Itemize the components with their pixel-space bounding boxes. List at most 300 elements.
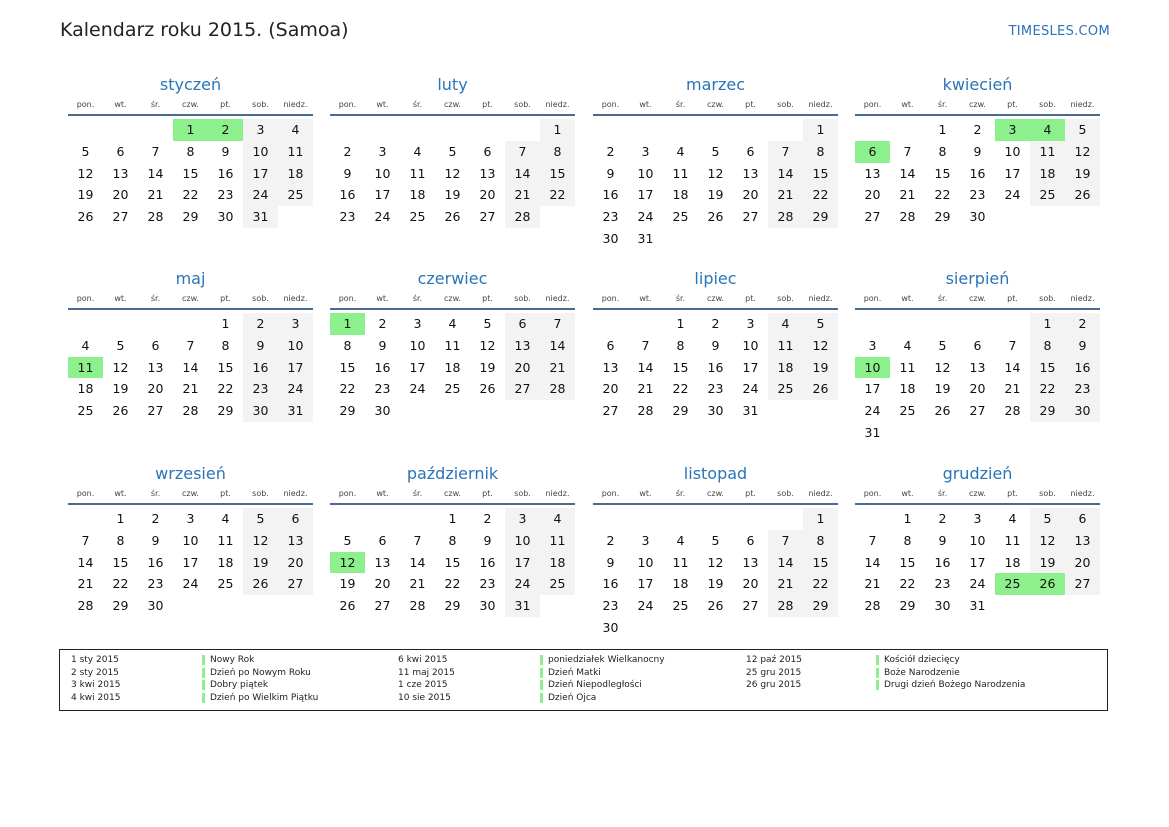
day-cell[interactable]: 24 <box>864 403 881 418</box>
day-cell[interactable]: 17 <box>1004 165 1021 181</box>
day-cell[interactable]: 17 <box>278 357 313 379</box>
day-cell[interactable]: 26 <box>1065 184 1100 206</box>
day-cell[interactable]: 21 <box>147 187 164 203</box>
day-cell[interactable]: 4 <box>676 143 685 159</box>
day-cell[interactable]: 18 <box>672 576 689 592</box>
day-cell[interactable]: 12 <box>444 165 461 181</box>
day-cell[interactable]: 20 <box>1065 552 1100 574</box>
day-cell[interactable]: 23 <box>374 381 391 397</box>
day-cell[interactable]: 28 <box>77 598 94 613</box>
day-cell[interactable]: 25 <box>444 381 461 397</box>
day-cell[interactable]: 21 <box>1004 381 1021 397</box>
day-cell[interactable]: 22 <box>540 184 575 206</box>
day-cell[interactable]: 29 <box>803 595 838 617</box>
day-cell[interactable]: 2 <box>343 143 352 159</box>
day-cell[interactable]: 30 <box>1065 400 1100 422</box>
day-cell[interactable]: 22 <box>899 576 916 592</box>
day-cell[interactable]: 28 <box>147 209 164 224</box>
day-cell[interactable]: 19 <box>1030 552 1065 574</box>
day-cell[interactable]: 14 <box>637 359 654 375</box>
day-cell[interactable]: 7 <box>81 532 90 548</box>
day-cell[interactable]: 21 <box>637 381 654 397</box>
day-cell[interactable]: 16 <box>707 359 724 375</box>
day-cell[interactable]: 2 <box>483 511 492 526</box>
day-cell[interactable]: 3 <box>378 143 387 159</box>
day-cell[interactable]: 1 <box>221 316 230 331</box>
day-cell[interactable]: 27 <box>742 209 759 224</box>
day-cell[interactable]: 14 <box>147 165 164 181</box>
day-cell[interactable]: 6 <box>746 143 755 159</box>
day-cell[interactable]: 8 <box>186 143 195 159</box>
day-cell[interactable]: 21 <box>768 573 803 595</box>
day-cell[interactable]: 29 <box>444 598 461 613</box>
day-cell[interactable]: 4 <box>278 119 313 141</box>
day-cell[interactable]: 25 <box>540 573 575 595</box>
day-cell[interactable]: 19 <box>243 552 278 574</box>
day-cell[interactable]: 8 <box>221 337 230 353</box>
day-cell[interactable]: 24 <box>742 381 759 397</box>
day-cell[interactable]: 3 <box>641 143 650 159</box>
day-cell[interactable]: 6 <box>1065 508 1100 530</box>
day-cell[interactable]: 4 <box>768 313 803 335</box>
day-cell[interactable]: 20 <box>479 187 496 203</box>
holiday-day-cell[interactable]: 3 <box>995 119 1030 141</box>
day-cell[interactable]: 13 <box>147 359 164 375</box>
day-cell[interactable]: 19 <box>444 187 461 203</box>
day-cell[interactable]: 24 <box>243 184 278 206</box>
day-cell[interactable]: 27 <box>479 209 496 224</box>
day-cell[interactable]: 26 <box>803 378 838 400</box>
day-cell[interactable]: 22 <box>934 187 951 203</box>
day-cell[interactable]: 23 <box>934 576 951 592</box>
holiday-day-cell[interactable]: 6 <box>855 141 890 163</box>
day-cell[interactable]: 21 <box>409 576 426 592</box>
day-cell[interactable]: 15 <box>217 359 234 375</box>
day-cell[interactable]: 30 <box>243 400 278 422</box>
day-cell[interactable]: 19 <box>707 576 724 592</box>
day-cell[interactable]: 18 <box>278 163 313 185</box>
day-cell[interactable]: 31 <box>278 400 313 422</box>
day-cell[interactable]: 16 <box>243 357 278 379</box>
day-cell[interactable]: 23 <box>707 381 724 397</box>
day-cell[interactable]: 25 <box>1030 184 1065 206</box>
day-cell[interactable]: 20 <box>147 381 164 397</box>
day-cell[interactable]: 2 <box>1065 313 1100 335</box>
day-cell[interactable]: 17 <box>969 554 986 570</box>
day-cell[interactable]: 14 <box>768 552 803 574</box>
day-cell[interactable]: 24 <box>505 573 540 595</box>
day-cell[interactable]: 6 <box>151 337 160 353</box>
day-cell[interactable]: 29 <box>899 598 916 613</box>
day-cell[interactable]: 10 <box>243 141 278 163</box>
day-cell[interactable]: 18 <box>768 357 803 379</box>
day-cell[interactable]: 3 <box>973 511 982 526</box>
day-cell[interactable]: 13 <box>479 165 496 181</box>
day-cell[interactable]: 9 <box>606 554 615 570</box>
day-cell[interactable]: 22 <box>182 187 199 203</box>
day-cell[interactable]: 23 <box>243 378 278 400</box>
day-cell[interactable]: 20 <box>742 576 759 592</box>
day-cell[interactable]: 19 <box>803 357 838 379</box>
day-cell[interactable]: 3 <box>505 508 540 530</box>
day-cell[interactable]: 10 <box>637 554 654 570</box>
day-cell[interactable]: 19 <box>934 381 951 397</box>
day-cell[interactable]: 20 <box>602 381 619 397</box>
day-cell[interactable]: 28 <box>768 206 803 228</box>
day-cell[interactable]: 27 <box>147 403 164 418</box>
day-cell[interactable]: 7 <box>505 141 540 163</box>
day-cell[interactable]: 29 <box>672 403 689 418</box>
day-cell[interactable]: 22 <box>1030 378 1065 400</box>
day-cell[interactable]: 3 <box>413 316 422 331</box>
day-cell[interactable]: 4 <box>1008 511 1017 526</box>
day-cell[interactable]: 24 <box>374 209 391 224</box>
day-cell[interactable]: 25 <box>899 403 916 418</box>
day-cell[interactable]: 4 <box>676 532 685 548</box>
day-cell[interactable]: 3 <box>278 313 313 335</box>
day-cell[interactable]: 11 <box>1004 532 1021 548</box>
day-cell[interactable]: 9 <box>151 532 160 548</box>
day-cell[interactable]: 26 <box>444 209 461 224</box>
day-cell[interactable]: 31 <box>742 403 759 418</box>
day-cell[interactable]: 8 <box>116 532 125 548</box>
day-cell[interactable]: 27 <box>969 403 986 418</box>
day-cell[interactable]: 29 <box>803 206 838 228</box>
day-cell[interactable]: 19 <box>1065 163 1100 185</box>
day-cell[interactable]: 24 <box>278 378 313 400</box>
day-cell[interactable]: 17 <box>742 359 759 375</box>
day-cell[interactable]: 16 <box>217 165 234 181</box>
day-cell[interactable]: 31 <box>505 595 540 617</box>
day-cell[interactable]: 22 <box>112 576 129 592</box>
day-cell[interactable]: 11 <box>444 337 461 353</box>
day-cell[interactable]: 27 <box>742 598 759 613</box>
day-cell[interactable]: 31 <box>864 424 881 440</box>
day-cell[interactable]: 28 <box>1004 403 1021 418</box>
day-cell[interactable]: 4 <box>81 337 90 353</box>
day-cell[interactable]: 12 <box>112 359 129 375</box>
day-cell[interactable]: 9 <box>973 143 982 159</box>
day-cell[interactable]: 8 <box>803 141 838 163</box>
day-cell[interactable]: 28 <box>899 209 916 224</box>
day-cell[interactable]: 22 <box>217 381 234 397</box>
day-cell[interactable]: 14 <box>409 554 426 570</box>
day-cell[interactable]: 21 <box>182 381 199 397</box>
day-cell[interactable]: 9 <box>1065 335 1100 357</box>
day-cell[interactable]: 15 <box>444 554 461 570</box>
day-cell[interactable]: 6 <box>746 532 755 548</box>
day-cell[interactable]: 13 <box>742 554 759 570</box>
day-cell[interactable]: 27 <box>112 209 129 224</box>
day-cell[interactable]: 12 <box>243 530 278 552</box>
day-cell[interactable]: 3 <box>186 511 195 526</box>
day-cell[interactable]: 7 <box>540 313 575 335</box>
day-cell[interactable]: 5 <box>81 143 90 159</box>
day-cell[interactable]: 6 <box>973 337 982 353</box>
day-cell[interactable]: 4 <box>413 143 422 159</box>
day-cell[interactable]: 13 <box>969 359 986 375</box>
day-cell[interactable]: 3 <box>641 532 650 548</box>
day-cell[interactable]: 7 <box>1008 337 1017 353</box>
day-cell[interactable]: 28 <box>505 206 540 228</box>
day-cell[interactable]: 4 <box>540 508 575 530</box>
day-cell[interactable]: 13 <box>278 530 313 552</box>
day-cell[interactable]: 30 <box>934 598 951 613</box>
day-cell[interactable]: 4 <box>221 511 230 526</box>
day-cell[interactable]: 5 <box>343 532 352 548</box>
day-cell[interactable]: 9 <box>243 335 278 357</box>
day-cell[interactable]: 26 <box>77 209 94 224</box>
day-cell[interactable]: 21 <box>77 576 94 592</box>
day-cell[interactable]: 9 <box>711 337 720 353</box>
day-cell[interactable]: 9 <box>378 337 387 353</box>
day-cell[interactable]: 2 <box>243 313 278 335</box>
day-cell[interactable]: 11 <box>278 141 313 163</box>
day-cell[interactable]: 20 <box>864 187 881 203</box>
day-cell[interactable]: 11 <box>899 359 916 375</box>
day-cell[interactable]: 21 <box>864 576 881 592</box>
day-cell[interactable]: 24 <box>969 576 986 592</box>
day-cell[interactable]: 1 <box>540 119 575 141</box>
day-cell[interactable]: 25 <box>672 598 689 613</box>
day-cell[interactable]: 12 <box>934 359 951 375</box>
day-cell[interactable]: 20 <box>969 381 986 397</box>
day-cell[interactable]: 5 <box>448 143 457 159</box>
day-cell[interactable]: 27 <box>1065 573 1100 595</box>
day-cell[interactable]: 23 <box>969 187 986 203</box>
day-cell[interactable]: 4 <box>903 337 912 353</box>
day-cell[interactable]: 5 <box>1030 508 1065 530</box>
day-cell[interactable]: 26 <box>707 209 724 224</box>
day-cell[interactable]: 1 <box>448 511 457 526</box>
day-cell[interactable]: 27 <box>864 209 881 224</box>
day-cell[interactable]: 8 <box>1030 335 1065 357</box>
day-cell[interactable]: 15 <box>803 163 838 185</box>
day-cell[interactable]: 13 <box>864 165 881 181</box>
day-cell[interactable]: 14 <box>182 359 199 375</box>
day-cell[interactable]: 8 <box>540 141 575 163</box>
day-cell[interactable]: 1 <box>803 119 838 141</box>
day-cell[interactable]: 1 <box>803 508 838 530</box>
day-cell[interactable]: 13 <box>742 165 759 181</box>
holiday-day-cell[interactable]: 2 <box>208 119 243 141</box>
day-cell[interactable]: 28 <box>540 378 575 400</box>
day-cell[interactable]: 3 <box>243 119 278 141</box>
day-cell[interactable]: 15 <box>934 165 951 181</box>
day-cell[interactable]: 28 <box>864 598 881 613</box>
holiday-day-cell[interactable]: 11 <box>68 357 103 379</box>
day-cell[interactable]: 30 <box>374 403 391 418</box>
day-cell[interactable]: 6 <box>606 337 615 353</box>
day-cell[interactable]: 30 <box>707 403 724 418</box>
day-cell[interactable]: 18 <box>672 187 689 203</box>
day-cell[interactable]: 13 <box>374 554 391 570</box>
day-cell[interactable]: 10 <box>505 530 540 552</box>
day-cell[interactable]: 15 <box>899 554 916 570</box>
day-cell[interactable]: 26 <box>243 573 278 595</box>
day-cell[interactable]: 1 <box>938 122 947 137</box>
day-cell[interactable]: 7 <box>641 337 650 353</box>
brand-link[interactable]: TIMESLES.COM <box>1008 24 1110 39</box>
holiday-day-cell[interactable]: 4 <box>1030 119 1065 141</box>
day-cell[interactable]: 25 <box>768 378 803 400</box>
day-cell[interactable]: 16 <box>479 554 496 570</box>
day-cell[interactable]: 10 <box>637 165 654 181</box>
day-cell[interactable]: 26 <box>339 598 356 613</box>
day-cell[interactable]: 10 <box>1004 143 1021 159</box>
day-cell[interactable]: 15 <box>1030 357 1065 379</box>
day-cell[interactable]: 2 <box>606 143 615 159</box>
day-cell[interactable]: 11 <box>672 554 689 570</box>
day-cell[interactable]: 15 <box>672 359 689 375</box>
day-cell[interactable]: 10 <box>278 335 313 357</box>
day-cell[interactable]: 24 <box>637 209 654 224</box>
day-cell[interactable]: 21 <box>768 184 803 206</box>
day-cell[interactable]: 6 <box>483 143 492 159</box>
day-cell[interactable]: 30 <box>969 209 986 224</box>
day-cell[interactable]: 29 <box>339 403 356 418</box>
day-cell[interactable]: 29 <box>1030 400 1065 422</box>
day-cell[interactable]: 27 <box>374 598 391 613</box>
day-cell[interactable]: 31 <box>243 206 278 228</box>
day-cell[interactable]: 7 <box>413 532 422 548</box>
day-cell[interactable]: 10 <box>969 532 986 548</box>
day-cell[interactable]: 7 <box>868 532 877 548</box>
day-cell[interactable]: 3 <box>868 337 877 353</box>
day-cell[interactable]: 14 <box>505 163 540 185</box>
day-cell[interactable]: 29 <box>182 209 199 224</box>
day-cell[interactable]: 23 <box>602 598 619 613</box>
day-cell[interactable]: 12 <box>1030 530 1065 552</box>
day-cell[interactable]: 22 <box>339 381 356 397</box>
day-cell[interactable]: 24 <box>182 576 199 592</box>
day-cell[interactable]: 29 <box>217 403 234 418</box>
day-cell[interactable]: 6 <box>505 313 540 335</box>
day-cell[interactable]: 11 <box>409 165 426 181</box>
day-cell[interactable]: 22 <box>803 573 838 595</box>
day-cell[interactable]: 19 <box>112 381 129 397</box>
day-cell[interactable]: 11 <box>540 530 575 552</box>
day-cell[interactable]: 25 <box>217 576 234 592</box>
day-cell[interactable]: 21 <box>899 187 916 203</box>
day-cell[interactable]: 22 <box>672 381 689 397</box>
day-cell[interactable]: 17 <box>409 359 426 375</box>
day-cell[interactable]: 30 <box>147 598 164 613</box>
day-cell[interactable]: 23 <box>1065 378 1100 400</box>
day-cell[interactable]: 14 <box>899 165 916 181</box>
day-cell[interactable]: 26 <box>934 403 951 418</box>
day-cell[interactable]: 12 <box>707 554 724 570</box>
day-cell[interactable]: 7 <box>768 530 803 552</box>
day-cell[interactable]: 2 <box>711 316 720 331</box>
day-cell[interactable]: 22 <box>444 576 461 592</box>
day-cell[interactable]: 13 <box>505 335 540 357</box>
day-cell[interactable]: 7 <box>186 337 195 353</box>
day-cell[interactable]: 18 <box>1004 554 1021 570</box>
day-cell[interactable]: 31 <box>637 230 654 246</box>
day-cell[interactable]: 8 <box>676 337 685 353</box>
day-cell[interactable]: 29 <box>934 209 951 224</box>
day-cell[interactable]: 9 <box>221 143 230 159</box>
day-cell[interactable]: 23 <box>217 187 234 203</box>
day-cell[interactable]: 17 <box>243 163 278 185</box>
day-cell[interactable]: 25 <box>672 209 689 224</box>
day-cell[interactable]: 13 <box>1065 530 1100 552</box>
day-cell[interactable]: 17 <box>505 552 540 574</box>
day-cell[interactable]: 5 <box>711 532 720 548</box>
day-cell[interactable]: 14 <box>540 335 575 357</box>
day-cell[interactable]: 12 <box>479 337 496 353</box>
day-cell[interactable]: 1 <box>1030 313 1065 335</box>
day-cell[interactable]: 18 <box>1030 163 1065 185</box>
day-cell[interactable]: 20 <box>742 187 759 203</box>
day-cell[interactable]: 23 <box>479 576 496 592</box>
day-cell[interactable]: 20 <box>112 187 129 203</box>
day-cell[interactable]: 19 <box>339 576 356 592</box>
day-cell[interactable]: 28 <box>637 403 654 418</box>
day-cell[interactable]: 14 <box>864 554 881 570</box>
day-cell[interactable]: 28 <box>768 595 803 617</box>
day-cell[interactable]: 12 <box>77 165 94 181</box>
day-cell[interactable]: 25 <box>278 184 313 206</box>
day-cell[interactable]: 12 <box>707 165 724 181</box>
day-cell[interactable]: 30 <box>479 598 496 613</box>
day-cell[interactable]: 25 <box>77 403 94 418</box>
day-cell[interactable]: 16 <box>602 576 619 592</box>
day-cell[interactable]: 13 <box>112 165 129 181</box>
day-cell[interactable]: 16 <box>374 359 391 375</box>
day-cell[interactable]: 8 <box>448 532 457 548</box>
holiday-day-cell[interactable]: 1 <box>173 119 208 141</box>
day-cell[interactable]: 16 <box>934 554 951 570</box>
day-cell[interactable]: 23 <box>602 209 619 224</box>
day-cell[interactable]: 12 <box>1065 141 1100 163</box>
day-cell[interactable]: 27 <box>505 378 540 400</box>
day-cell[interactable]: 9 <box>606 165 615 181</box>
day-cell[interactable]: 12 <box>803 335 838 357</box>
day-cell[interactable]: 10 <box>182 532 199 548</box>
day-cell[interactable]: 29 <box>112 598 129 613</box>
day-cell[interactable]: 9 <box>343 165 352 181</box>
day-cell[interactable]: 9 <box>938 532 947 548</box>
day-cell[interactable]: 6 <box>278 508 313 530</box>
day-cell[interactable]: 5 <box>803 313 838 335</box>
day-cell[interactable]: 18 <box>409 187 426 203</box>
day-cell[interactable]: 20 <box>278 552 313 574</box>
day-cell[interactable]: 5 <box>938 337 947 353</box>
holiday-day-cell[interactable]: 25 <box>995 573 1030 595</box>
day-cell[interactable]: 7 <box>903 143 912 159</box>
day-cell[interactable]: 14 <box>768 163 803 185</box>
day-cell[interactable]: 6 <box>116 143 125 159</box>
day-cell[interactable]: 8 <box>343 337 352 353</box>
day-cell[interactable]: 18 <box>540 552 575 574</box>
day-cell[interactable]: 25 <box>409 209 426 224</box>
day-cell[interactable]: 31 <box>969 598 986 613</box>
day-cell[interactable]: 5 <box>711 143 720 159</box>
day-cell[interactable]: 14 <box>1004 359 1021 375</box>
day-cell[interactable]: 15 <box>182 165 199 181</box>
day-cell[interactable]: 8 <box>903 532 912 548</box>
day-cell[interactable]: 10 <box>409 337 426 353</box>
day-cell[interactable]: 10 <box>742 337 759 353</box>
day-cell[interactable]: 8 <box>803 530 838 552</box>
holiday-day-cell[interactable]: 1 <box>330 313 365 335</box>
day-cell[interactable]: 5 <box>116 337 125 353</box>
day-cell[interactable]: 24 <box>409 381 426 397</box>
day-cell[interactable]: 16 <box>1065 357 1100 379</box>
day-cell[interactable]: 23 <box>147 576 164 592</box>
